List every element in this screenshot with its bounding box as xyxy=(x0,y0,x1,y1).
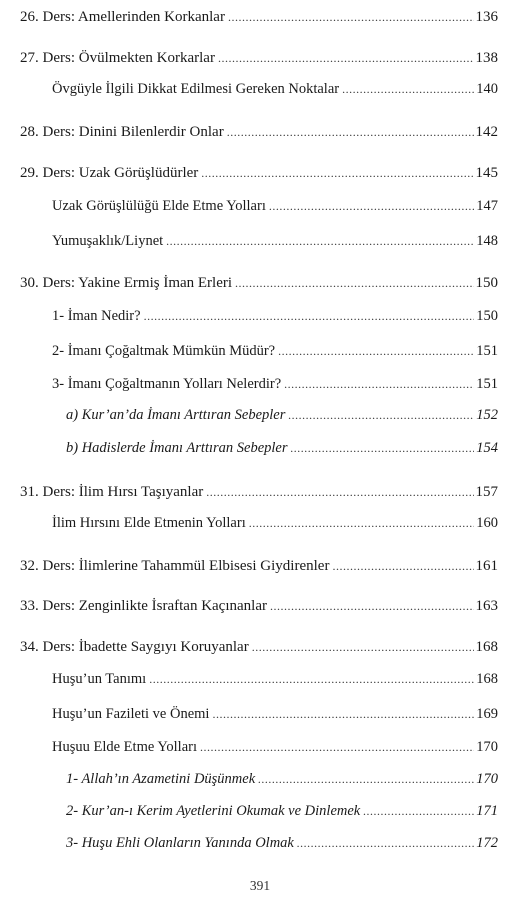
toc-entry-page: 140 xyxy=(476,81,498,97)
toc-dot-leader xyxy=(228,8,474,26)
toc-dot-leader xyxy=(291,439,475,457)
toc-dot-leader xyxy=(297,834,474,852)
toc-entry-page: 148 xyxy=(476,233,498,249)
toc-entry xyxy=(52,342,498,360)
toc-dot-leader xyxy=(166,232,474,250)
toc-entry-page: 154 xyxy=(476,440,498,456)
toc-entry-page: 152 xyxy=(476,407,498,423)
toc-entry-page: 147 xyxy=(476,198,498,214)
toc-entry xyxy=(52,232,498,250)
toc-entry-page: 151 xyxy=(476,376,498,392)
toc-entry xyxy=(66,834,498,852)
toc-entry-page: 157 xyxy=(475,484,498,500)
toc-entry-title: İlim Hırsını Elde Etmenin Yolları xyxy=(52,515,246,531)
toc-entry-title: 28. Ders: Dinini Bilenlerdir Onlar xyxy=(20,124,224,140)
toc-entry-title: 1- Allah’ın Azametini Düşünmek xyxy=(66,771,256,787)
toc-dot-leader xyxy=(270,597,474,615)
toc-entry-title: 30. Ders: Yakine Ermiş İman Erleri xyxy=(20,275,233,291)
toc-dot-leader xyxy=(363,802,474,820)
toc-entry-title: b) Hadislerde İmanı Arttıran Sebepler xyxy=(66,440,288,456)
toc-entry-page: 168 xyxy=(476,671,498,687)
toc-entry-title: 26. Ders: Amellerinden Korkanlar xyxy=(20,9,225,25)
toc-entry-title: 34. Ders: İbadette Saygıyı Koruyanlar xyxy=(20,639,249,655)
toc-dot-leader xyxy=(212,705,474,723)
toc-entry xyxy=(52,375,498,393)
toc-dot-leader xyxy=(278,342,474,360)
toc-entry-page: 160 xyxy=(476,515,498,531)
toc-entry-page: 150 xyxy=(475,275,498,291)
toc-dot-leader xyxy=(269,197,474,215)
toc-entry xyxy=(66,439,498,457)
toc-entry-page: 161 xyxy=(475,558,498,574)
toc-entry-page: 170 xyxy=(476,739,498,755)
page-number: 391 xyxy=(249,878,271,893)
toc-entry xyxy=(66,802,498,820)
toc-entry xyxy=(20,597,498,615)
toc-entry-page: 142 xyxy=(475,124,498,140)
toc-entry-page: 163 xyxy=(475,598,498,614)
toc-entry-title: 1- İman Nedir? xyxy=(52,308,141,324)
toc-entry-page: 168 xyxy=(475,639,498,655)
toc-entry xyxy=(52,705,498,723)
toc-entry-title: Huşu’un Tanımı xyxy=(52,671,147,687)
toc-entry-page: 138 xyxy=(475,50,498,66)
toc-entry xyxy=(20,557,498,575)
toc-entry-title: 2- Kur’an-ı Kerim Ayetlerini Okumak ve Dinlemek xyxy=(66,803,361,819)
toc-entry xyxy=(52,670,498,688)
toc-dot-leader xyxy=(227,123,474,141)
toc-entry-title: Huşu’un Fazileti ve Önemi xyxy=(52,706,210,722)
toc-entry-title: 32. Ders: İlimlerine Tahammül Elbisesi Giydirenler xyxy=(20,558,330,574)
toc-dot-leader xyxy=(200,738,474,756)
toc-entry xyxy=(20,8,498,26)
toc-entry-page: 170 xyxy=(476,771,498,787)
toc-dot-leader xyxy=(235,274,473,292)
toc-dot-leader xyxy=(206,483,473,501)
toc-entry-page: 151 xyxy=(476,343,498,359)
toc-dot-leader xyxy=(144,307,475,325)
toc-dot-leader xyxy=(332,557,473,575)
toc-entry-title: 3- İmanı Çoğaltmanın Yolları Nelerdir? xyxy=(52,376,282,392)
toc-entry xyxy=(20,164,498,182)
toc-dot-leader xyxy=(258,770,474,788)
toc-entry-page: 150 xyxy=(476,308,498,324)
toc-entry-title: 2- İmanı Çoğaltmak Mümkün Müdür? xyxy=(52,343,276,359)
toc-dot-leader xyxy=(342,80,474,98)
toc-entry-title: Övgüyle İlgili Dikkat Edilmesi Gereken Noktalar xyxy=(52,81,340,97)
toc-entry xyxy=(52,197,498,215)
toc-dot-leader xyxy=(252,638,474,656)
toc-entry-title: 33. Ders: Zenginlikte İsraftan Kaçınanlar xyxy=(20,598,267,614)
toc-entry-page: 171 xyxy=(476,803,498,819)
toc-dot-leader xyxy=(149,670,474,688)
toc-entry-title: 3- Huşu Ehli Olanların Yanında Olmak xyxy=(66,835,294,851)
toc-entry-title: a) Kur’an’da İmanı Arttıran Sebepler xyxy=(66,407,286,423)
toc-entry-title: Uzak Görüşlülüğü Elde Etme Yolları xyxy=(52,198,266,214)
toc-dot-leader xyxy=(284,375,474,393)
toc-entry xyxy=(52,514,498,532)
toc-entry xyxy=(20,274,498,292)
toc-entry xyxy=(20,49,498,67)
toc-entry xyxy=(52,307,498,325)
toc-entry xyxy=(66,770,498,788)
toc-dot-leader xyxy=(201,164,473,182)
toc-entry-page: 172 xyxy=(476,835,498,851)
toc-entry-page: 145 xyxy=(475,165,498,181)
toc-dot-leader xyxy=(288,406,474,424)
toc-entry-title: 27. Ders: Övülmekten Korkarlar xyxy=(20,50,215,66)
toc-entry-page: 169 xyxy=(476,706,498,722)
toc-entry-title: Huşuu Elde Etme Yolları xyxy=(52,739,197,755)
toc-entry-title: 29. Ders: Uzak Görüşlüdürler xyxy=(20,165,199,181)
toc-entry-page: 136 xyxy=(475,9,498,25)
toc-entry-title: 31. Ders: İlim Hırsı Taşıyanlar xyxy=(20,484,204,500)
toc-entry-title: Yumuşaklık/Liynet xyxy=(52,233,164,249)
toc-entry xyxy=(20,123,498,141)
toc-entry xyxy=(52,80,498,98)
toc-dot-leader xyxy=(218,49,474,67)
toc-entry xyxy=(20,638,498,656)
toc-entry xyxy=(52,738,498,756)
toc-entry xyxy=(66,406,498,424)
toc-entry xyxy=(20,483,498,501)
toc-dot-leader xyxy=(249,514,475,532)
